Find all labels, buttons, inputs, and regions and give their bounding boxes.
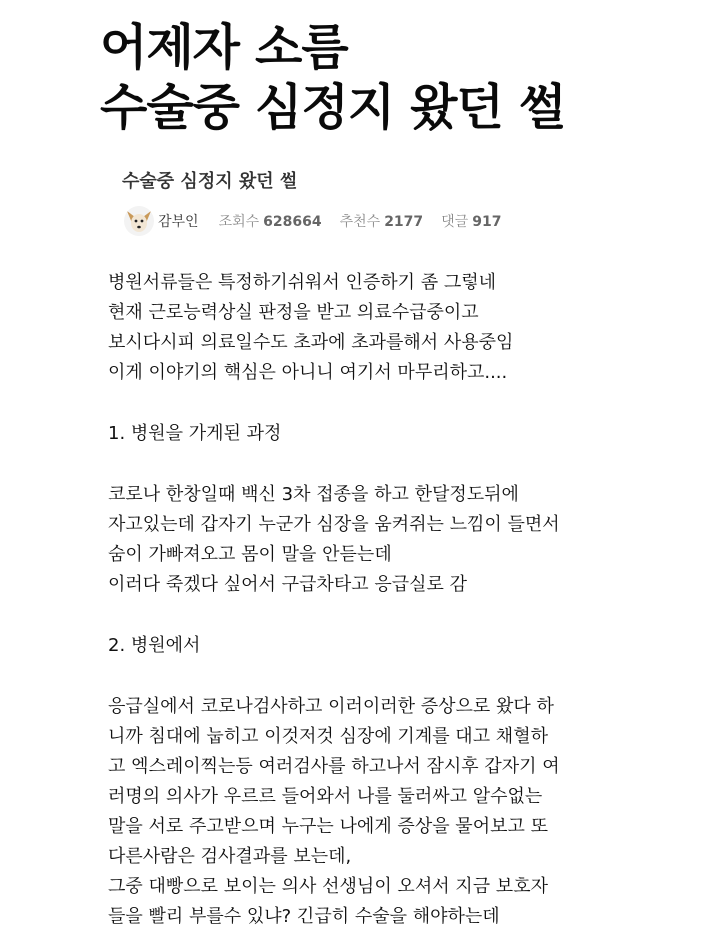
body-line: 코로나 한창일때 백신 3차 접종을 하고 한달정도뒤에 <box>108 484 519 505</box>
section-heading <box>108 631 688 661</box>
headline <box>100 18 565 138</box>
body-line: 이게 이야기의 핵심은 아니니 여기서 마무리하고.... <box>108 362 508 383</box>
body-line: 고 엑스레이찍는등 여러검사를 하고나서 잠시후 갑자기 여 <box>108 756 560 777</box>
body-line: 1. 병원을 가게된 과정 <box>108 423 282 444</box>
body-line: 니까 침대에 눕히고 이것저것 심장에 기계를 대고 채혈하 <box>108 726 548 747</box>
headline-line-2: 수술중 심정지 왔던 썰 <box>100 79 566 136</box>
comments-label: 댓글 <box>441 214 469 230</box>
views-label: 조회수 <box>218 214 260 230</box>
recommend-label: 추천수 <box>339 214 381 230</box>
comments-stat[interactable] <box>441 211 501 231</box>
comments-count: 917 <box>472 214 502 230</box>
recommend-stat <box>340 211 424 231</box>
author-name[interactable]: 감부인 <box>158 214 199 230</box>
body-line: 응급실에서 코로나검사하고 이러이러한 증상으로 왔다 하 <box>108 696 554 717</box>
body-line: 숨이 가빠져오고 몸이 말을 안듣는데 <box>108 544 392 565</box>
body-line: 자고있는데 갑자기 누군가 심장을 움켜쥐는 느낌이 들면서 <box>108 514 560 535</box>
body-line: 병원서류들은 특정하기쉬워서 인증하기 좀 그렇네 <box>108 272 497 293</box>
paragraph <box>108 268 688 388</box>
body-line: 다른사람은 검사결과를 보는데, <box>108 846 352 867</box>
body-line: 보시다시피 의료일수도 초과에 초과를해서 사용중임 <box>108 332 514 353</box>
views-stat <box>219 211 322 231</box>
paragraph <box>108 480 688 600</box>
body-line: 이러다 죽겠다 싶어서 구급차타고 응급실로 감 <box>108 574 467 595</box>
body-line: 2. 병원에서 <box>108 635 201 656</box>
post-header <box>122 166 519 238</box>
body-line: 현재 근로능력상실 판정을 받고 의료수급중이고 <box>108 302 479 323</box>
post-meta <box>124 204 519 238</box>
post-title[interactable]: 수술중 심정지 왔던 썰 <box>122 171 298 192</box>
headline-line-1: 어제자 소름 <box>100 19 348 76</box>
body-line: 들을 빨리 부를수 있냐? 긴급히 수술을 해야하는데 <box>108 906 500 927</box>
body-line: 그중 대빵으로 보이는 의사 선생님이 오셔서 지금 보호자 <box>108 876 548 897</box>
views-count: 628664 <box>263 214 322 230</box>
dog-avatar-icon <box>124 206 154 236</box>
paragraph <box>108 692 688 932</box>
post-body <box>108 268 688 932</box>
avatar[interactable] <box>124 206 154 236</box>
recommend-count: 2177 <box>384 214 424 230</box>
body-line: 러명의 의사가 우르르 들어와서 나를 둘러싸고 알수없는 <box>108 786 543 807</box>
section-heading <box>108 419 688 449</box>
body-line: 말을 서로 주고받으며 누구는 나에게 증상을 물어보고 또 <box>108 816 548 837</box>
